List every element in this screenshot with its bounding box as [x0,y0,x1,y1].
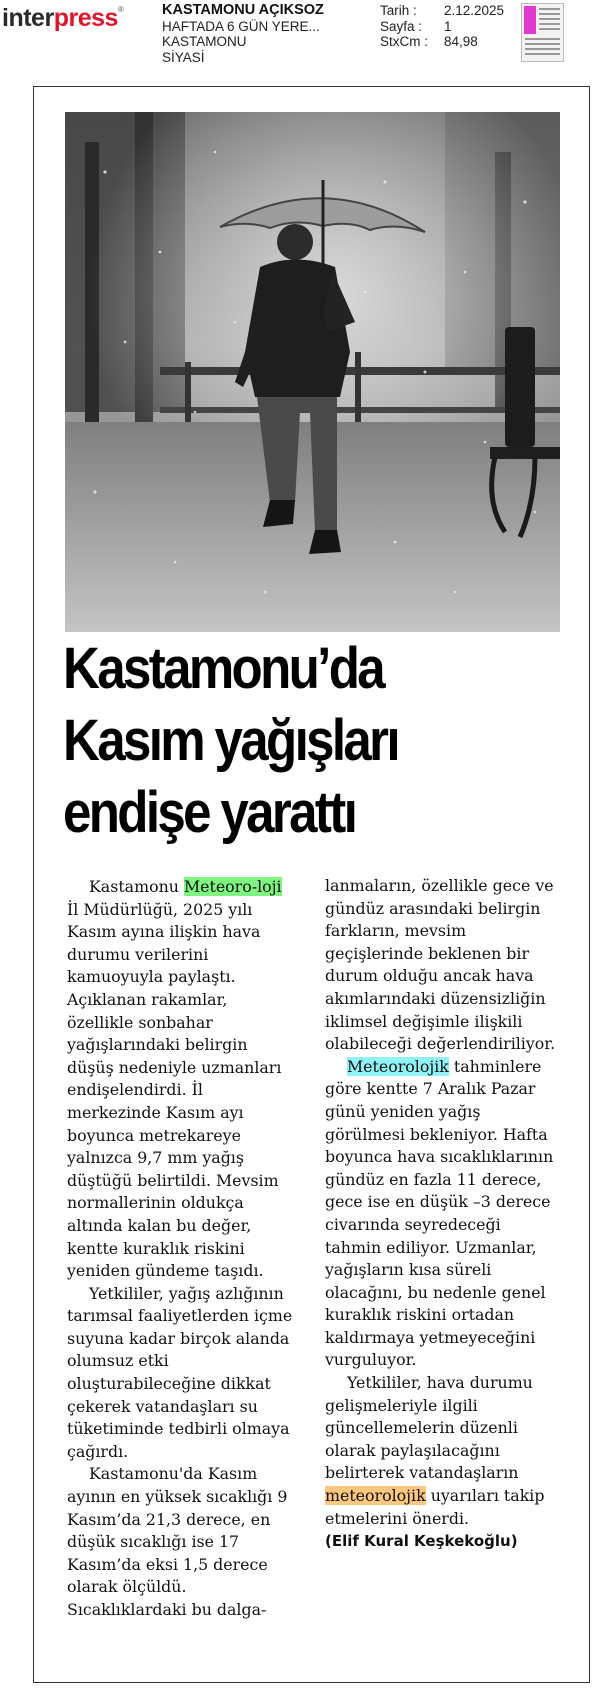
article-photo [65,112,560,632]
thumbnail-highlight-block [524,6,536,34]
stxcm-row [380,34,515,50]
thumbnail-line [539,23,560,25]
logo-text-inter: inter [2,4,54,32]
paragraph-text: tahminlere göre kentte 7 Aralık Pazar günü yeniden yağış görülmesi bekleniyor. Hafta boyunca hava sıcaklıklarının gündüz en fazla 11 derece, gece ise en düşük –3 derece civarında seyredeceği tahmin ediliyor. Uzmanlar, yağışların kısa süreli olacağını, bu nedenle genel kuraklık riskini ortadan kaldırmaya yetmeyeceğini vurguluyor. [325,1056,554,1370]
thumbnail-line [525,53,560,55]
publication-section: SİYASİ [162,49,205,65]
highlighted-keyword: Meteorolojik [347,1056,449,1076]
page-thumbnail[interactable] [521,3,564,62]
paragraph-text: İl Müdürlüğü, 2025 yılı Kasım ayına ilişkin hava durumu verilerini kamuoyuyla paylaştı. Açıklanan rakamlar, özellikle sonbahar yağışlarındaki belirgin düşüş nedeniyle uzmanları endişelendirdi. İl merkezinde Kasım ayı boyunca metrekareye yalnızca 9,7 mm yağış düştüğü belirtildi. Mevsim normallerinin oldukça altında kalan bu değer, kentte kuraklık riskini yeniden gündeme taşıdı. [67,899,282,1281]
publication-info [162,3,362,65]
publication-name: KASTAMONU AÇIKSÖZ [162,3,324,18]
highlighted-keyword: Meteoro-loji [183,877,282,896]
page-value: 1 [444,18,452,34]
paragraph-text: uyarıları takip etmelerini önerdi. [325,1486,545,1528]
date-value: 2.12.2025 [444,3,505,18]
publication-region: KASTAMONU [162,34,247,49]
article-paragraph: Kastamonu'da Kasım ayının en yüksek sıcaklığı 9 Kasım’da 21,3 derece, en düşük sıcaklığı ise 17 Kasım’da eksi 1,5 derece olarak ölçüldü. Sıcaklıklardaki bu dalga- [67,1464,288,1619]
article-paragraph [325,1372,560,1530]
article-paragraph [67,876,293,1283]
stxcm-label: StxCm : [380,34,429,49]
stxcm-value: 84,98 [444,34,478,49]
date-label: Tarih : [380,3,417,18]
man-with-umbrella-photo [65,112,560,632]
thumbnail-line [539,18,560,20]
highlighted-keyword: meteorolojik [325,1486,426,1506]
date-row [380,3,515,19]
logo-registered-mark: ® [117,5,124,14]
article-paragraph [325,1056,560,1372]
thumbnail-line [525,38,560,40]
article-byline: (Elif Kural Keşkekoğlu) [325,1532,518,1551]
interpress-logo [2,6,123,31]
article-paragraph: lanmaların, özellikle gece ve gündüz arasındaki belirgin farkların, mevsim geçişlerinde beklenen bir durum olduğu ancak hava akımlarındaki düzensizliğin iklimsel değişimle ilişkili olabileceği değerlendiriliyor. [325,876,556,1054]
article-column-1 [67,876,293,1622]
publication-periodicity: HAFTADA 6 GÜN YERE... [162,18,320,34]
thumbnail-line [539,8,560,10]
page-label: Sayfa : [380,18,423,34]
logo-text-press: press [53,4,118,32]
page-row [380,19,515,35]
paragraph-text: Kastamonu [89,877,184,896]
clipping-metadata [380,3,515,50]
article-column-2 [325,875,560,1553]
thumbnail-line [539,28,560,30]
thumbnail-line [525,48,560,50]
thumbnail-line [525,43,560,45]
article-paragraph: Yetkililer, yağış azlığının tarımsal faaliyetlerden içme suyuna kadar birçok alanda olumsuz etki oluşturabileceğine dikkat çekerek vatandaşları su tüketiminde tedbirli olmaya çağırdı. [67,1283,293,1461]
paragraph-text: Yetkililer, hava durumu gelişmeleriyle ilgili güncellemelerin düzenli olarak paylaşılacağını belirterek vatandaşların [325,1373,533,1483]
thumbnail-line [539,13,560,15]
article-headline: Kastamonu’da Kasım yağışları endişe yarattı [63,636,398,845]
